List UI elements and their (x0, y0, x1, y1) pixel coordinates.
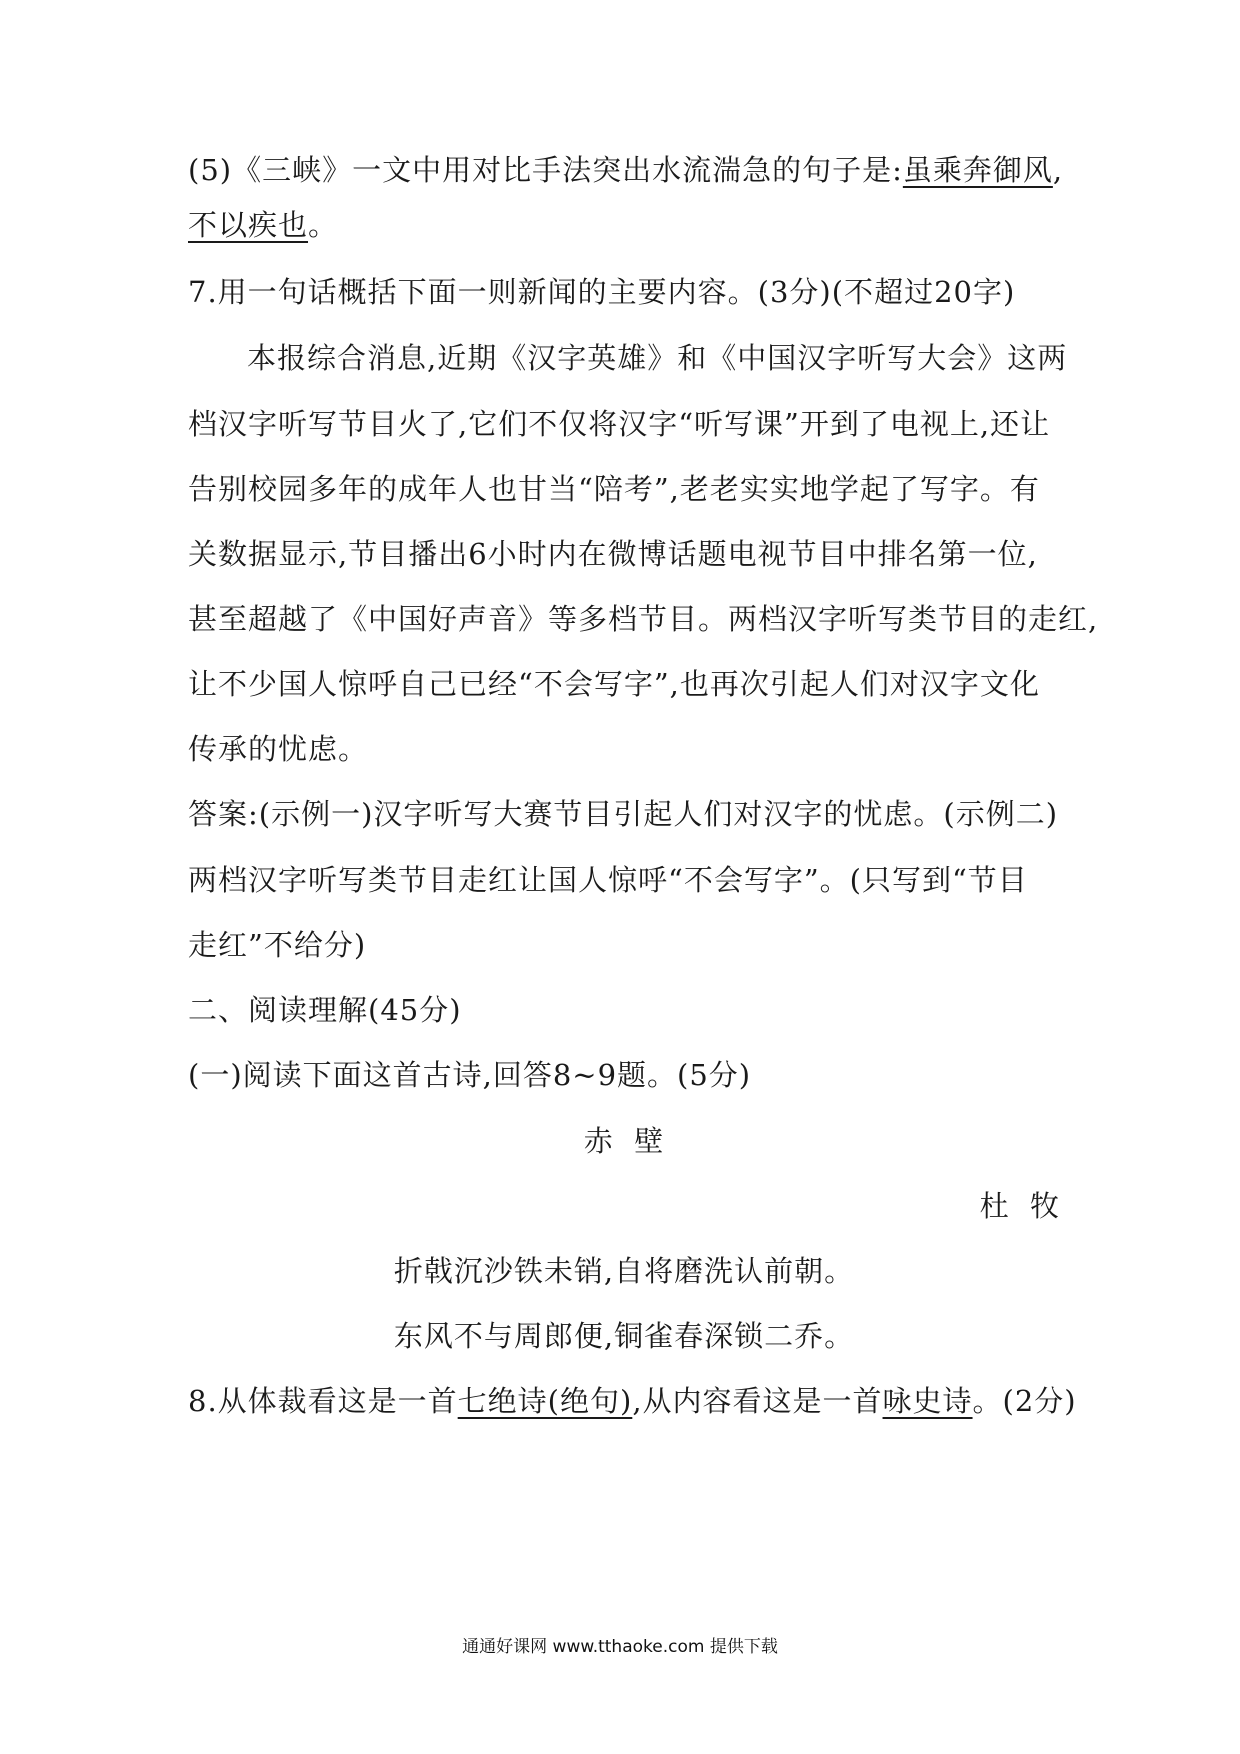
q8-prefix: 8.从体裁看这是一首 (188, 1384, 458, 1418)
q7-answer-line: 答案:(示例一)汉字听写大赛节目引起人们对汉字的忧虑。(示例二) (188, 797, 1059, 831)
section2-subheading: (一)阅读下面这首古诗,回答8~9题。(5分) (188, 1058, 752, 1092)
q7-answer-line: 走红”不给分) (188, 928, 367, 962)
footer-watermark: 通通好课网 www.tthaoke.com 提供下载 (462, 1637, 778, 1657)
poem-title: 赤 壁 (583, 1124, 665, 1158)
q7-passage-line: 传承的忧虑。 (188, 732, 369, 766)
q7-passage-line: 本报综合消息,近期《汉字英雄》和《中国汉字听写大会》这两 (247, 341, 1068, 375)
q5-line-2 (188, 205, 1060, 245)
q7-passage-line: 关数据显示,节目播出6小时内在微博话题电视节目中排名第一位, (188, 537, 1038, 571)
q8-answer-content: 咏史诗 (882, 1384, 973, 1418)
q7-question: 7.用一句话概括下面一则新闻的主要内容。(3分)(不超过20字) (188, 275, 1016, 309)
q7-passage-line: 让不少国人惊呼自己已经“不会写字”,也再次引起人们对汉字文化 (188, 667, 1040, 701)
q8-answer-genre: 七绝诗(绝句) (457, 1384, 633, 1418)
q5-answer-part1: 虽乘奔御风 (902, 153, 1053, 187)
q5-line-1 (188, 150, 1064, 190)
q8-suffix: 。(2分) (972, 1384, 1077, 1418)
poem-author: 杜 牧 (979, 1189, 1060, 1223)
q8-middle: ,从内容看这是一首 (632, 1384, 883, 1418)
q5-prefix: (5)《三峡》一文中用对比手法突出水流湍急的句子是: (188, 153, 903, 187)
poem-line: 折戟沉沙铁未销,自将磨洗认前朝。 (393, 1254, 855, 1288)
q7-answer-line: 两档汉字听写类节目走红让国人惊呼“不会写字”。(只写到“节目 (188, 863, 1028, 897)
poem-line: 东风不与周郎便,铜雀春深锁二乔。 (393, 1319, 855, 1353)
q7-passage-line: 告别校园多年的成年人也甘当“陪考”,老老实实地学起了写字。有 (188, 472, 1040, 506)
q7-passage-line: 甚至超越了《中国好声音》等多档节目。两档汉字听写类节目的走红, (188, 602, 1099, 636)
q7-passage-line: 档汉字听写节目火了,它们不仅将汉字“听写课”开到了电视上,还让 (188, 407, 1051, 441)
q5-answer-part2: 不以疾也 (188, 208, 309, 242)
q5-period: 。 (308, 208, 339, 242)
q8-line (188, 1381, 1077, 1421)
section2-heading: 二、阅读理解(45分) (188, 993, 462, 1027)
q5-comma: , (1052, 153, 1064, 187)
